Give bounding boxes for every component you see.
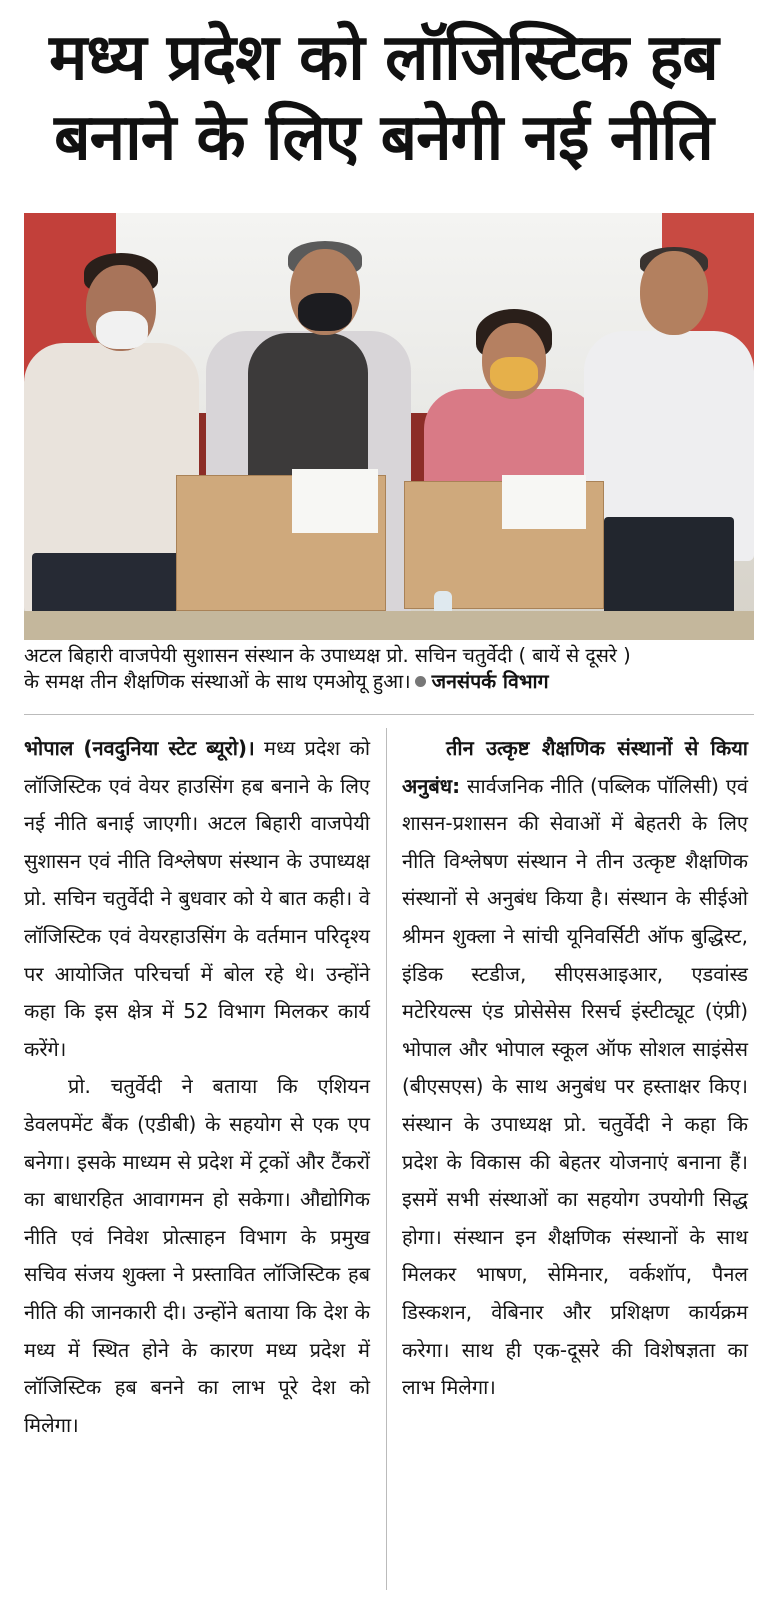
caption-line-1: अटल बिहारी वाजपेयी सुशासन संस्थान के उपाध्यक्ष प्रो. सचिन चतुर्वेदी ( बायें से दूसरे ) <box>24 644 631 667</box>
mou-paper-right <box>502 475 586 529</box>
headline-line-2: बनाने के लिए बनेगी नई नीति <box>54 101 713 175</box>
caption-divider <box>24 714 754 715</box>
paragraph-1 <box>24 730 370 1068</box>
headline-line-1: मध्य प्रदेश को लॉजिस्टिक हब <box>49 21 718 95</box>
news-photo <box>24 213 754 640</box>
paragraph-3-text: सार्वजनिक नीति (पब्लिक पॉलिसी) एवं शासन-प्रशासन की सेवाओं में बेहतरी के लिए नीति विश्लेषण संस्थान ने तीन उत्कृष्ट शैक्षणिक संस्थानों से अनुबंध किया है। संस्थान के सीईओ श्रीमन शुक्ला ने सांची यूनिवर्सिटी ऑफ बुद्धिस्ट, इंडिक स्टडीज, सीएसआइआर, एडवांस्ड मटेरियल्स एंड प्रोसेसेस रिसर्च इंस्टीट्यूट (एंप्री) भोपाल और भोपाल स्कूल ऑफ सोशल साइंसेस (बीएसएस) के साथ अनुबंध पर हस्ताक्षर किए। संस्थान के उपाध्यक्ष प्रो. चतुर्वेदी ने कहा कि प्रदेश के विकास की बेहतर योजनाएं बनाना हैं। इसमें सभी संस्थाओं का सहयोग उपयोगी सिद्ध होगा। संस्थान इन शैक्षणिक संस्थानों के साथ मिलकर भाषण, सेमिनार, वर्कशॉप, पैनल डिस्कशन, वेबिनार और प्रशिक्षण कार्यक्रम करेगा। साथ ही एक-दूसरे की विशेषज्ञता का लाभ मिलेगा। <box>402 773 748 1400</box>
column-divider <box>386 728 387 1590</box>
article-column-right <box>402 730 748 1407</box>
paragraph-1-text: मध्य प्रदेश को लॉजिस्टिक एवं वेयर हाउसिंग हब बनाने के लिए नई नीति बनाई जाएगी। अटल बिहारी वाजपेयी सुशासन एवं नीति विश्लेषण संस्थान के उपाध्यक्ष प्रो. सचिन चतुर्वेदी ने बुधवार को ये बात कही। वे लॉजिस्टिक एवं वेयरहाउसिंग के वर्तमान परिदृश्य पर आयोजित परिचर्चा में बोल रहे थे। उन्होंने कहा कि इस क्षेत्र में 52 विभाग मिलकर कार्य करेंगे। <box>24 736 371 1061</box>
photo-credit: जनसंपर्क विभाग <box>431 670 549 693</box>
bullet-dot-icon <box>415 676 426 687</box>
table <box>24 611 754 640</box>
mou-paper-left <box>292 469 378 533</box>
caption-line-2 <box>24 669 754 695</box>
paragraph-2: प्रो. चतुर्वेदी ने बताया कि एशियन डेवलपमेंट बैंक (एडीबी) के सहयोग से एक एप बनेगा। इसके माध्यम से प्रदेश में ट्रकों और टैंकरों का बाधारहित आवागमन हो सकेगा। औद्योगिक नीति एवं निवेश प्रोत्साहन विभाग के प्रमुख सचिव संजय शुक्ला ने प्रस्तावित लॉजिस्टिक हब नीति की जानकारी दी। उन्होंने बताया कि देश के मध्य में स्थित होने के कारण मध्य प्रदेश में लॉजिस्टिक हब बनने का लाभ पूरे देश को मिलेगा। <box>24 1074 370 1437</box>
paragraph-3 <box>402 730 748 1407</box>
subheading: तीन उत्कृष्ट शैक्षणिक संस्थानों से किया अनुबंध: <box>402 736 748 798</box>
headline <box>0 18 767 178</box>
caption-line-2-text: के समक्ष तीन शैक्षणिक संस्थाओं के साथ एमओयू हुआ। <box>24 670 411 693</box>
article-column-left <box>24 730 370 1444</box>
photo-caption <box>24 643 754 695</box>
dateline: भोपाल (नवदुनिया स्टेट ब्यूरो)। <box>24 736 255 760</box>
